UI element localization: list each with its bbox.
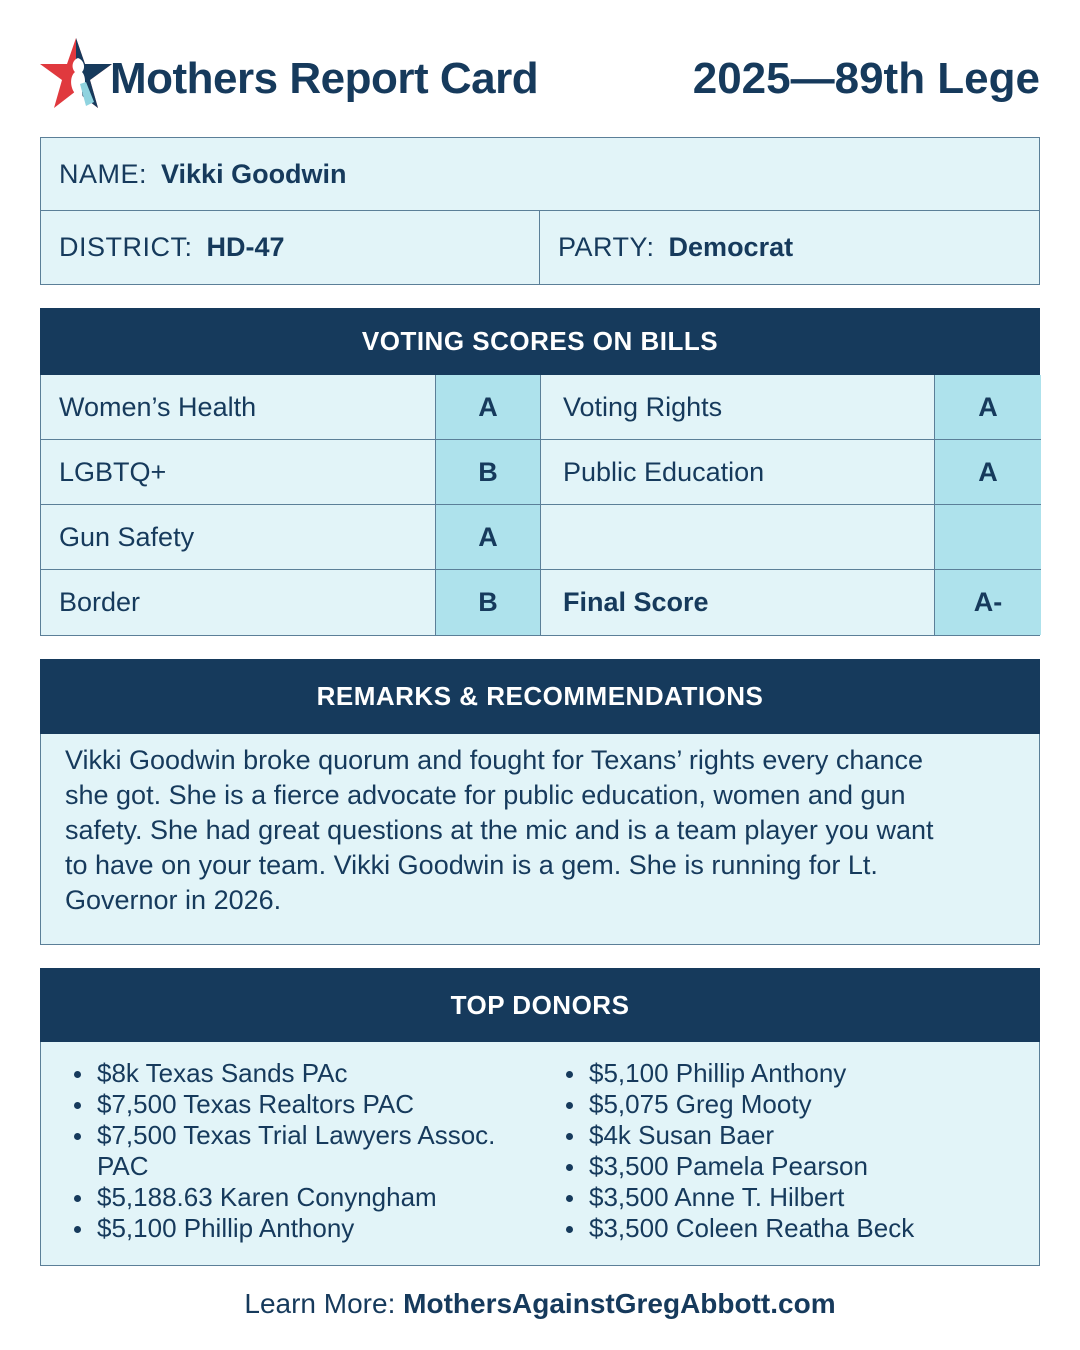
scores-table xyxy=(40,375,1040,636)
donor-item: $4k Susan Baer xyxy=(563,1120,1003,1151)
remarks-body xyxy=(40,734,1040,945)
donors-body xyxy=(40,1042,1040,1266)
district-cell xyxy=(41,211,540,284)
score-grade: A xyxy=(935,440,1041,505)
score-category: Gun Safety xyxy=(41,505,436,570)
top-donors-section xyxy=(40,968,1040,1266)
footer-website-link[interactable]: MothersAgainstGregAbbott.com xyxy=(403,1288,836,1319)
score-category: Border xyxy=(41,570,436,635)
remarks-title: REMARKS & RECOMMENDATIONS xyxy=(40,659,1040,734)
name-row xyxy=(41,138,1039,211)
header xyxy=(40,30,1040,120)
score-grade-empty xyxy=(935,505,1041,570)
score-grade: A xyxy=(935,375,1041,440)
donor-item: $5,100 Phillip Anthony xyxy=(563,1058,1003,1089)
score-category-empty xyxy=(541,505,935,570)
footer-label: Learn More: xyxy=(244,1288,404,1319)
donor-item: $5,075 Greg Mooty xyxy=(563,1089,1003,1120)
district-label: DISTRICT: xyxy=(59,232,193,262)
star-logo-icon xyxy=(40,36,112,112)
party-label: PARTY: xyxy=(558,232,655,262)
score-category: Public Education xyxy=(541,440,935,505)
donor-list-right xyxy=(563,1058,1003,1244)
score-grade: A xyxy=(436,375,541,440)
top-donors-title: TOP DONORS xyxy=(40,968,1040,1042)
name-label: NAME: xyxy=(59,158,148,189)
party-cell xyxy=(540,211,1039,284)
brand-title: Mothers Report Card xyxy=(110,54,539,103)
footer xyxy=(0,1288,1080,1320)
score-category: LGBTQ+ xyxy=(41,440,436,505)
donor-item: $8k Texas Sands PAc xyxy=(71,1058,511,1089)
remarks-section xyxy=(40,659,1040,945)
voting-scores-section xyxy=(40,308,1040,636)
final-score-grade: A- xyxy=(935,570,1041,635)
name-value: Vikki Goodwin xyxy=(161,158,347,189)
score-grade: B xyxy=(436,570,541,635)
session-title: 2025—89th Lege xyxy=(692,54,1040,103)
donor-item: $3,500 Coleen Reatha Beck xyxy=(563,1213,1003,1244)
remarks-line: Vikki Goodwin broke quorum and fought for Texans’ rights every chance xyxy=(65,745,923,775)
donor-item: $3,500 Anne T. Hilbert xyxy=(563,1182,1003,1213)
score-category: Women’s Health xyxy=(41,375,436,440)
donor-list-left xyxy=(71,1058,511,1244)
remarks-line: she got. She is a fierce advocate for public education, women and gun xyxy=(65,780,906,810)
district-value: HD-47 xyxy=(206,232,285,262)
donor-item: $7,500 Texas Trial Lawyers Assoc. PAC xyxy=(71,1120,511,1182)
donor-item: $5,188.63 Karen Conyngham xyxy=(71,1182,511,1213)
donor-item: $5,100 Phillip Anthony xyxy=(71,1213,511,1244)
donor-item: $3,500 Pamela Pearson xyxy=(563,1151,1003,1182)
remarks-line: to have on your team. Vikki Goodwin is a gem. She is running for Lt. xyxy=(65,850,878,880)
score-grade: B xyxy=(436,440,541,505)
voting-scores-title: VOTING SCORES ON BILLS xyxy=(40,308,1040,375)
donor-item: $7,500 Texas Realtors PAC xyxy=(71,1089,511,1120)
district-party-row xyxy=(41,211,1039,284)
final-score-label: Final Score xyxy=(541,570,935,635)
score-category: Voting Rights xyxy=(541,375,935,440)
remarks-line: Governor in 2026. xyxy=(65,885,282,915)
remarks-line: safety. She had great questions at the mic and is a team player you want xyxy=(65,815,934,845)
score-grade: A xyxy=(436,505,541,570)
party-value: Democrat xyxy=(668,232,794,262)
legislator-info xyxy=(40,137,1040,285)
